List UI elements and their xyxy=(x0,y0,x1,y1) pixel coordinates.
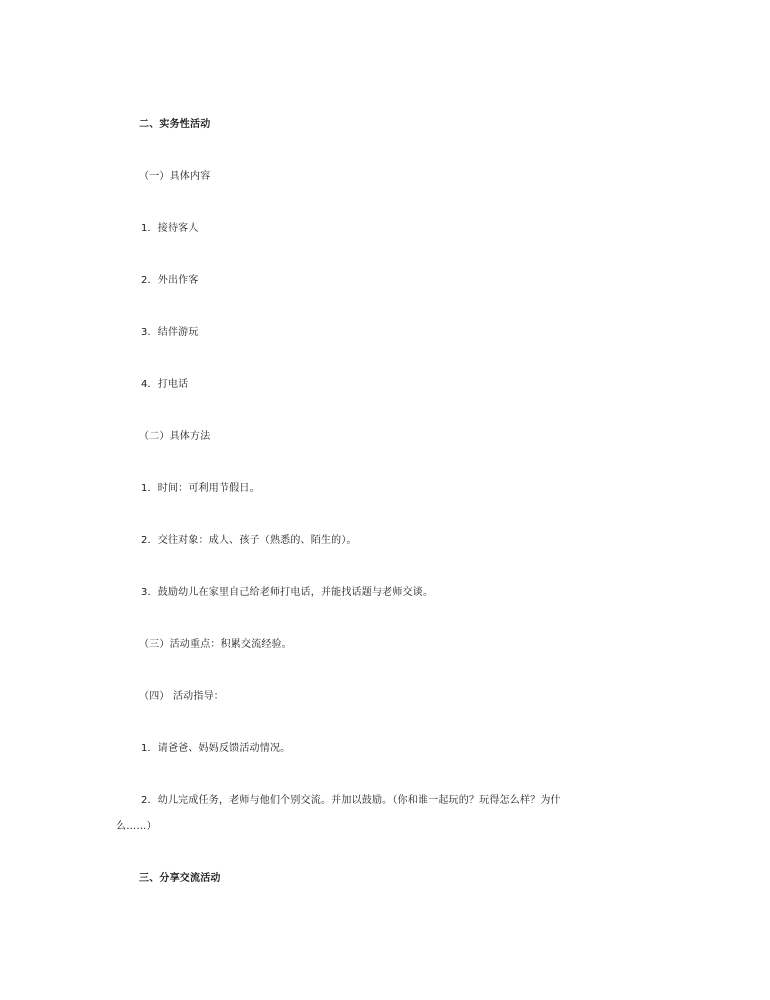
section-heading-practical-activities: 二、实务性活动 xyxy=(139,119,211,130)
list-item-call-teacher: 3．鼓励幼儿在家里自己给老师打电话，并能找话题与老师交谈。 xyxy=(141,587,434,598)
list-item-time: 1．时间：可利用节假日。 xyxy=(141,483,260,494)
list-item-receive-guests: 1．接待客人 xyxy=(141,223,199,234)
list-item-parent-feedback: 1．请爸爸、妈妈反馈活动情况。 xyxy=(141,743,291,754)
section-heading-sharing-activities: 三、分享交流活动 xyxy=(139,873,221,884)
list-item-teacher-exchange: 2．幼儿完成任务，老师与他们个别交流。并加以鼓励。（你和谁一起玩的？玩得怎么样？为什 xyxy=(141,795,561,806)
subheading-specific-methods: （二）具体方法 xyxy=(139,431,211,442)
list-item-teacher-exchange-continued: 么……） xyxy=(116,821,157,832)
subheading-specific-content: （一）具体内容 xyxy=(139,171,211,182)
list-item-visit-guest: 2．外出作客 xyxy=(141,275,199,286)
subheading-activity-focus: （三）活动重点：积累交流经验。 xyxy=(139,639,292,650)
list-item-play-together: 3．结伴游玩 xyxy=(141,327,199,338)
subheading-activity-guidance: （四） 活动指导： xyxy=(139,691,224,702)
list-item-interaction-targets: 2．交往对象：成人、孩子（熟悉的、陌生的）。 xyxy=(141,535,357,546)
list-item-phone-call: 4．打电话 xyxy=(141,379,189,390)
